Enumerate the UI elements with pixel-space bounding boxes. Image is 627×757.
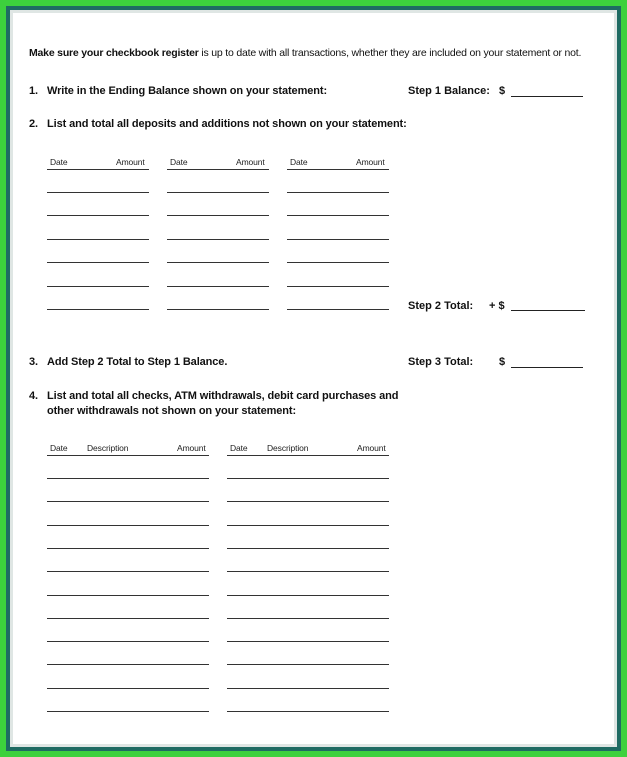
withdrawals-header-date: Date [50,443,68,453]
deposits-header-rule [287,169,389,170]
withdrawals-header-rule [227,455,389,456]
deposit-entry-line[interactable] [47,192,149,193]
deposit-entry-line[interactable] [47,239,149,240]
step-1-balance-label: Step 1 Balance: [408,85,490,97]
withdrawal-entry-line[interactable] [227,525,389,526]
step-1-number: 1. [29,85,38,97]
step-4 [29,390,398,402]
withdrawal-entry-line[interactable] [227,548,389,549]
withdrawal-entry-line[interactable] [47,571,209,572]
step-2-currency: + $ [489,300,505,312]
step-2-total-label: Step 2 Total: [408,300,474,312]
withdrawal-entry-line[interactable] [227,595,389,596]
withdrawals-header-description: Description [87,443,129,453]
step-3-text: Add Step 2 Total to Step 1 Balance. [47,356,228,368]
step-4-number: 4. [29,390,38,402]
step-2-total-field[interactable] [511,310,585,311]
step-3-total-label: Step 3 Total: [408,356,474,368]
withdrawal-entry-line[interactable] [227,501,389,502]
step-2 [29,118,407,130]
withdrawals-header-description: Description [267,443,309,453]
deposit-entry-line[interactable] [167,309,269,310]
withdrawal-entry-line[interactable] [47,525,209,526]
step-4-text-line1: List and total all checks, ATM withdrawals, debit card purchases and [47,390,399,402]
intro-rest: is up to date with all transactions, whether they are included on your statement or not. [198,47,582,59]
withdrawal-entry-line[interactable] [47,664,209,665]
deposit-entry-line[interactable] [287,192,389,193]
withdrawal-entry-line[interactable] [227,618,389,619]
step-3 [29,356,227,368]
withdrawal-entry-line[interactable] [47,501,209,502]
deposit-entry-line[interactable] [167,239,269,240]
withdrawal-entry-line[interactable] [227,571,389,572]
withdrawals-header-date: Date [230,443,248,453]
deposits-header-rule [167,169,269,170]
step-3-number: 3. [29,356,38,368]
withdrawal-entry-line[interactable] [227,478,389,479]
deposit-entry-line[interactable] [47,262,149,263]
step-2-text: List and total all deposits and additions not shown on your statement: [47,118,407,130]
withdrawal-entry-line[interactable] [47,478,209,479]
step-1-text: Write in the Ending Balance shown on your statement: [47,85,328,97]
withdrawals-header-amount: Amount [177,443,206,453]
deposits-header-amount: Amount [356,157,385,167]
step-1-currency: $ [499,85,506,97]
deposit-entry-line[interactable] [167,286,269,287]
withdrawal-entry-line[interactable] [227,664,389,665]
deposits-header-date: Date [50,157,68,167]
withdrawal-entry-line[interactable] [47,641,209,642]
withdrawals-header-rule [47,455,209,456]
deposits-header-amount: Amount [236,157,265,167]
step-3-total-field[interactable] [511,367,583,368]
deposits-header-date: Date [290,157,308,167]
step-3-currency: $ [499,356,506,368]
withdrawal-entry-line[interactable] [227,688,389,689]
withdrawal-entry-line[interactable] [47,711,209,712]
step-1-balance-field[interactable] [511,96,583,97]
intro-bold: Make sure your checkbook register [29,47,199,59]
withdrawal-entry-line[interactable] [47,688,209,689]
deposit-entry-line[interactable] [287,215,389,216]
step-1 [29,85,327,97]
deposit-entry-line[interactable] [287,309,389,310]
deposit-entry-line[interactable] [167,215,269,216]
deposits-header-date: Date [170,157,188,167]
deposit-entry-line[interactable] [47,309,149,310]
withdrawal-entry-line[interactable] [47,618,209,619]
deposit-entry-line[interactable] [167,262,269,263]
withdrawal-entry-line[interactable] [47,548,209,549]
withdrawal-entry-line[interactable] [227,641,389,642]
deposit-entry-line[interactable] [287,286,389,287]
step-4-line2: other withdrawals not shown on your statement: [47,405,297,417]
withdrawal-entry-line[interactable] [47,595,209,596]
deposit-entry-line[interactable] [47,286,149,287]
form-page [13,13,614,744]
step-2-number: 2. [29,118,38,130]
deposit-entry-line[interactable] [287,262,389,263]
withdrawals-header-amount: Amount [357,443,386,453]
withdrawal-entry-line[interactable] [227,711,389,712]
intro-text [29,47,581,59]
deposit-entry-line[interactable] [47,215,149,216]
deposits-header-rule [47,169,149,170]
deposit-entry-line[interactable] [287,239,389,240]
deposit-entry-line[interactable] [167,192,269,193]
deposits-header-amount: Amount [116,157,145,167]
